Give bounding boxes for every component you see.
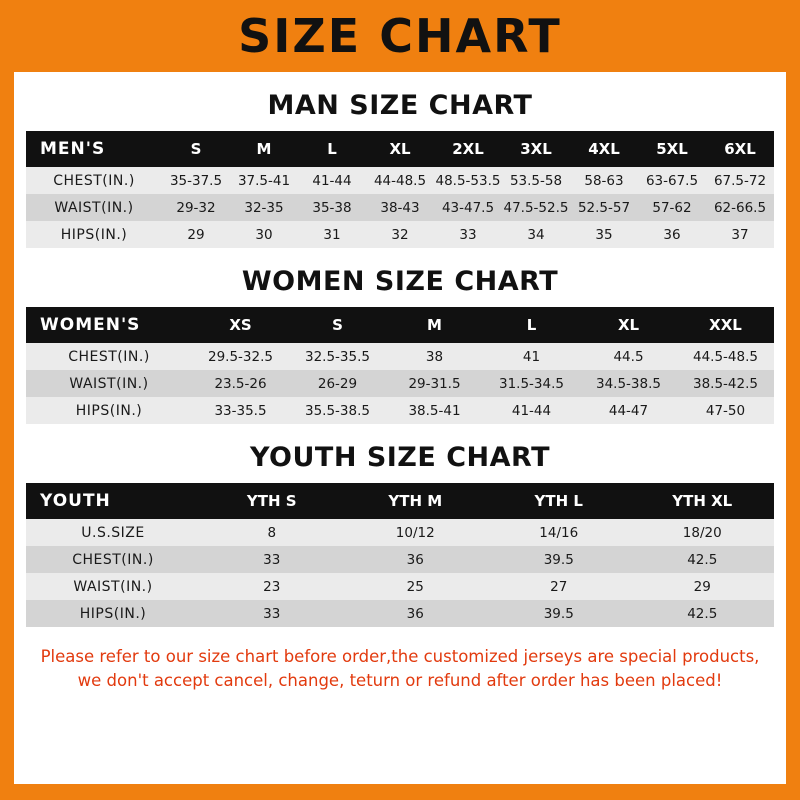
cell: 14/16 [539,524,579,541]
cell: 48.5-53.5 [435,172,501,189]
men-table-body [26,167,774,248]
women-size-table [26,307,774,424]
cell: 29 [693,578,711,595]
cell: 43-47.5 [441,199,495,216]
cell: 41-44 [312,172,352,189]
table-row [26,194,774,221]
banner [0,0,800,72]
table-row [26,370,774,397]
youth-table-header [26,483,774,519]
cell: 25 [406,578,424,595]
youth-size-table [26,483,774,627]
cell: 62-66.5 [713,199,767,216]
cell: 10/12 [395,524,435,541]
cell: 29 [187,226,205,243]
cell: 32-35 [244,199,284,216]
cell: 23.5-26 [214,375,267,392]
cell: 44-47 [608,402,649,419]
youth-row-header: YOUTH [40,491,111,511]
row-label: CHEST(IN.) [53,172,135,189]
cell: 33 [459,226,477,243]
footer-line-1: Please refer to our size chart before order,the customized jerseys are special products, [40,647,760,666]
column-header: L [327,140,337,158]
cell: 36 [663,226,681,243]
cell: 39.5 [543,605,574,622]
column-header: S [190,140,202,158]
cell: 34.5-38.5 [596,375,661,392]
row-label: HIPS(IN.) [79,605,147,622]
women-table-body [26,343,774,424]
cell: 38.5-41 [408,402,461,419]
column-header: 6XL [724,140,756,158]
footer-line-2: we don't accept cancel, change, teturn or refund after order has been placed! [77,670,723,690]
cell: 32.5-35.5 [305,348,370,365]
column-header: L [526,316,537,334]
cell: 35.5-38.5 [305,402,370,419]
row-label: HIPS(IN.) [75,402,143,419]
cell: 41-44 [511,402,552,419]
column-header: M [427,316,442,334]
row-label: CHEST(IN.) [72,551,154,568]
cell: 38 [425,348,444,365]
page-title: SIZE CHART [238,9,562,63]
column-header: XXL [709,316,742,334]
column-header: XL [617,316,640,334]
column-header: 2XL [452,140,484,158]
cell: 31 [323,226,341,243]
cell: 36 [406,605,424,622]
column-header: XS [229,316,252,334]
cell: 23 [263,578,281,595]
table-row [26,573,774,600]
column-header: 4XL [588,140,620,158]
row-label: HIPS(IN.) [60,226,128,243]
cell: 41 [522,348,541,365]
column-header: 5XL [656,140,688,158]
cell: 31.5-34.5 [499,375,564,392]
cell: 38.5-42.5 [693,375,758,392]
bottom-accent-bar [0,784,800,800]
table-row [26,546,774,573]
cell: 58-63 [584,172,624,189]
cell: 63-67.5 [645,172,699,189]
column-header: XL [389,140,411,158]
cell: 27 [550,578,568,595]
cell: 32 [391,226,409,243]
cell: 53.5-58 [509,172,563,189]
men-table-header [26,131,774,167]
youth-table-body [26,519,774,627]
cell: 35-37.5 [169,172,223,189]
cell: 34 [527,226,545,243]
cell: 67.5-72 [713,172,767,189]
women-table-header [26,307,774,343]
cell: 18/20 [682,524,722,541]
cell: 33 [263,551,281,568]
women-row-header: WOMEN'S [40,315,141,335]
section-title-women: WOMEN SIZE CHART [241,266,559,297]
row-label: WAIST(IN.) [69,375,149,392]
cell: 33 [263,605,281,622]
cell: 35-38 [312,199,352,216]
cell: 37 [731,226,749,243]
footer-note [38,645,762,693]
table-row [26,600,774,627]
cell: 52.5-57 [577,199,631,216]
cell: 38-43 [380,199,420,216]
section-title-youth: YOUTH SIZE CHART [249,442,551,473]
content [14,90,786,693]
table-header-row [26,131,774,167]
table-header-row [26,483,774,519]
column-header: M [256,140,272,158]
table-row [26,167,774,194]
men-row-header: MEN'S [40,139,106,159]
column-header: S [332,316,343,334]
cell: 29.5-32.5 [208,348,273,365]
cell: 29-32 [176,199,216,216]
cell: 30 [255,226,273,243]
column-header: YTH L [534,492,583,510]
column-header: YTH S [246,492,297,510]
cell: 42.5 [687,605,718,622]
column-header: YTH M [388,492,443,510]
men-size-table [26,131,774,248]
cell: 47-50 [705,402,746,419]
cell: 44.5 [613,348,644,365]
row-label: WAIST(IN.) [73,578,153,595]
table-row [26,519,774,546]
row-label: WAIST(IN.) [54,199,134,216]
table-header-row [26,307,774,343]
cell: 44-48.5 [373,172,427,189]
table-row [26,343,774,370]
cell: 33-35.5 [214,402,267,419]
cell: 29-31.5 [408,375,461,392]
cell: 36 [406,551,424,568]
cell: 35 [595,226,613,243]
cell: 44.5-48.5 [693,348,758,365]
cell: 8 [267,524,277,541]
cell: 37.5-41 [237,172,291,189]
cell: 26-29 [317,375,358,392]
section-title-men: MAN SIZE CHART [267,90,533,121]
column-header: 3XL [520,140,552,158]
cell: 47.5-52.5 [503,199,569,216]
table-row [26,397,774,424]
table-row [26,221,774,248]
cell: 42.5 [687,551,718,568]
cell: 57-62 [652,199,692,216]
row-label: U.S.SIZE [81,524,145,541]
row-label: CHEST(IN.) [68,348,150,365]
cell: 39.5 [543,551,574,568]
column-header: YTH XL [672,492,733,510]
